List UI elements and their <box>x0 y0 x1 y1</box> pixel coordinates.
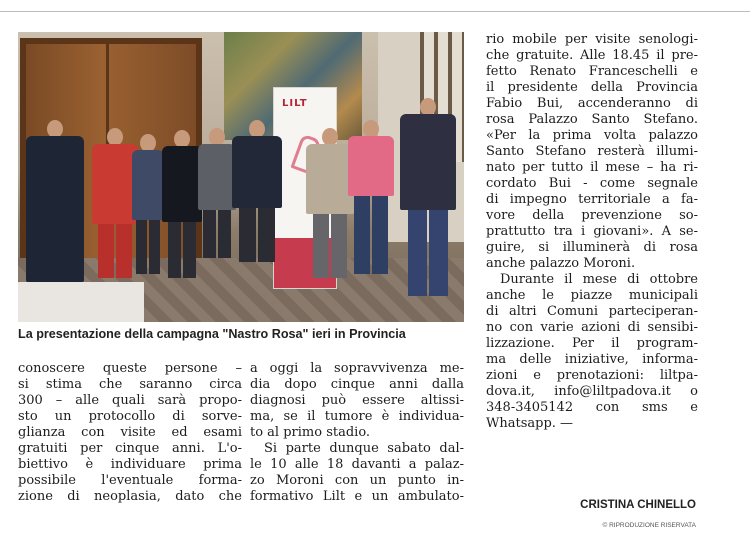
text-line: rosa Palazzo Santo Stefano. <box>486 112 698 127</box>
text-line: Santo Stefano resterà illumi- <box>486 144 698 159</box>
top-rule <box>0 11 750 12</box>
text-line: diagnosi può essere altissi- <box>250 393 464 408</box>
text-line: to al primo stadio. <box>250 425 371 440</box>
text-line: zione di neoplasia, dato che <box>18 489 242 504</box>
text-line: conoscere queste persone – <box>18 361 242 376</box>
text-line: lizzazione. Per il program- <box>486 336 698 351</box>
text-line: che gratuite. Alle 18.45 il pre- <box>486 48 698 63</box>
person <box>132 134 164 274</box>
text-line: sto un protocollo di sorve- <box>18 409 242 424</box>
text-line: «Per la prima volta palazzo <box>486 128 698 143</box>
text-line: il presidente della Provincia <box>486 80 698 95</box>
rights-notice: © RIPRODUZIONE RISERVATA <box>602 522 696 529</box>
text-line: si stima che saranno circa <box>18 377 242 392</box>
text-line: zo Moroni con un punto in- <box>250 473 464 488</box>
text-line: prattutto tra i giovani». A se- <box>486 224 698 239</box>
text-line: cordato Bui - come segnale <box>486 176 698 191</box>
person <box>232 120 282 262</box>
text-line: nato per tutto il mese – ha ri- <box>486 160 698 175</box>
text-line: 300 – alle quali sarà propo- <box>18 393 242 408</box>
text-line: gratuiti per cinque anni. L'o- <box>18 441 242 456</box>
photo-caption: La presentazione della campagna "Nastro Rosa" ieri in Provincia <box>18 327 406 341</box>
text-line: ma delle iniziative, informa- <box>486 352 698 367</box>
text-line: 348-3405142 con sms e <box>486 400 698 415</box>
text-line: dova.it, info@liltpadova.it o <box>486 384 698 399</box>
text-line: glianza con visite ed esami <box>18 425 242 440</box>
text-line: Fabio Bui, accenderanno di <box>486 96 698 111</box>
person <box>26 120 84 282</box>
person <box>400 98 456 296</box>
text-line: formativo Lilt e un ambulato- <box>250 489 464 504</box>
text-line: anche le piazze municipali <box>486 288 698 303</box>
text-line: le 10 alle 18 davanti a palaz- <box>250 457 464 472</box>
text-line: zioni e prenotazioni: liltpa- <box>486 368 698 383</box>
text-line: rio mobile per visite senologi- <box>486 32 698 47</box>
person <box>348 120 394 274</box>
text-line: di impegno territoriale a fa- <box>486 192 698 207</box>
text-line: a oggi la sopravvivenza me- <box>250 361 464 376</box>
person <box>162 130 202 278</box>
text-line: vore della prevenzione so- <box>486 208 698 223</box>
text-line: possibile l'eventuale forma- <box>18 473 242 488</box>
text-line: di altri Comuni parteciperan- <box>486 304 698 319</box>
white-rug <box>18 282 144 322</box>
banner-brand: LILT <box>282 98 308 109</box>
text-line: Whatsapp. — <box>486 416 574 431</box>
text-line: biettivo è individuare prima <box>18 457 242 472</box>
article-photo <box>18 32 464 322</box>
person <box>198 128 236 258</box>
text-line: ma, se il tumore è individua- <box>250 409 464 424</box>
article-column-2 <box>250 361 464 505</box>
text-line: anche palazzo Moroni. <box>486 256 636 271</box>
text-line: fetto Renato Franceschelli e <box>486 64 698 79</box>
text-line: Durante il mese di ottobre <box>500 272 698 287</box>
article-column-1 <box>18 361 242 505</box>
text-line: dia dopo cinque anni dalla <box>250 377 464 392</box>
person <box>306 128 354 278</box>
text-line: Si parte dunque sabato dal- <box>264 441 464 456</box>
text-line: guire, si illuminerà di rosa <box>486 240 698 255</box>
text-line: no con varie azioni di sensibi- <box>486 320 698 335</box>
article-column-3 <box>486 32 698 432</box>
author-signature: CRISTINA CHINELLO <box>580 499 696 511</box>
